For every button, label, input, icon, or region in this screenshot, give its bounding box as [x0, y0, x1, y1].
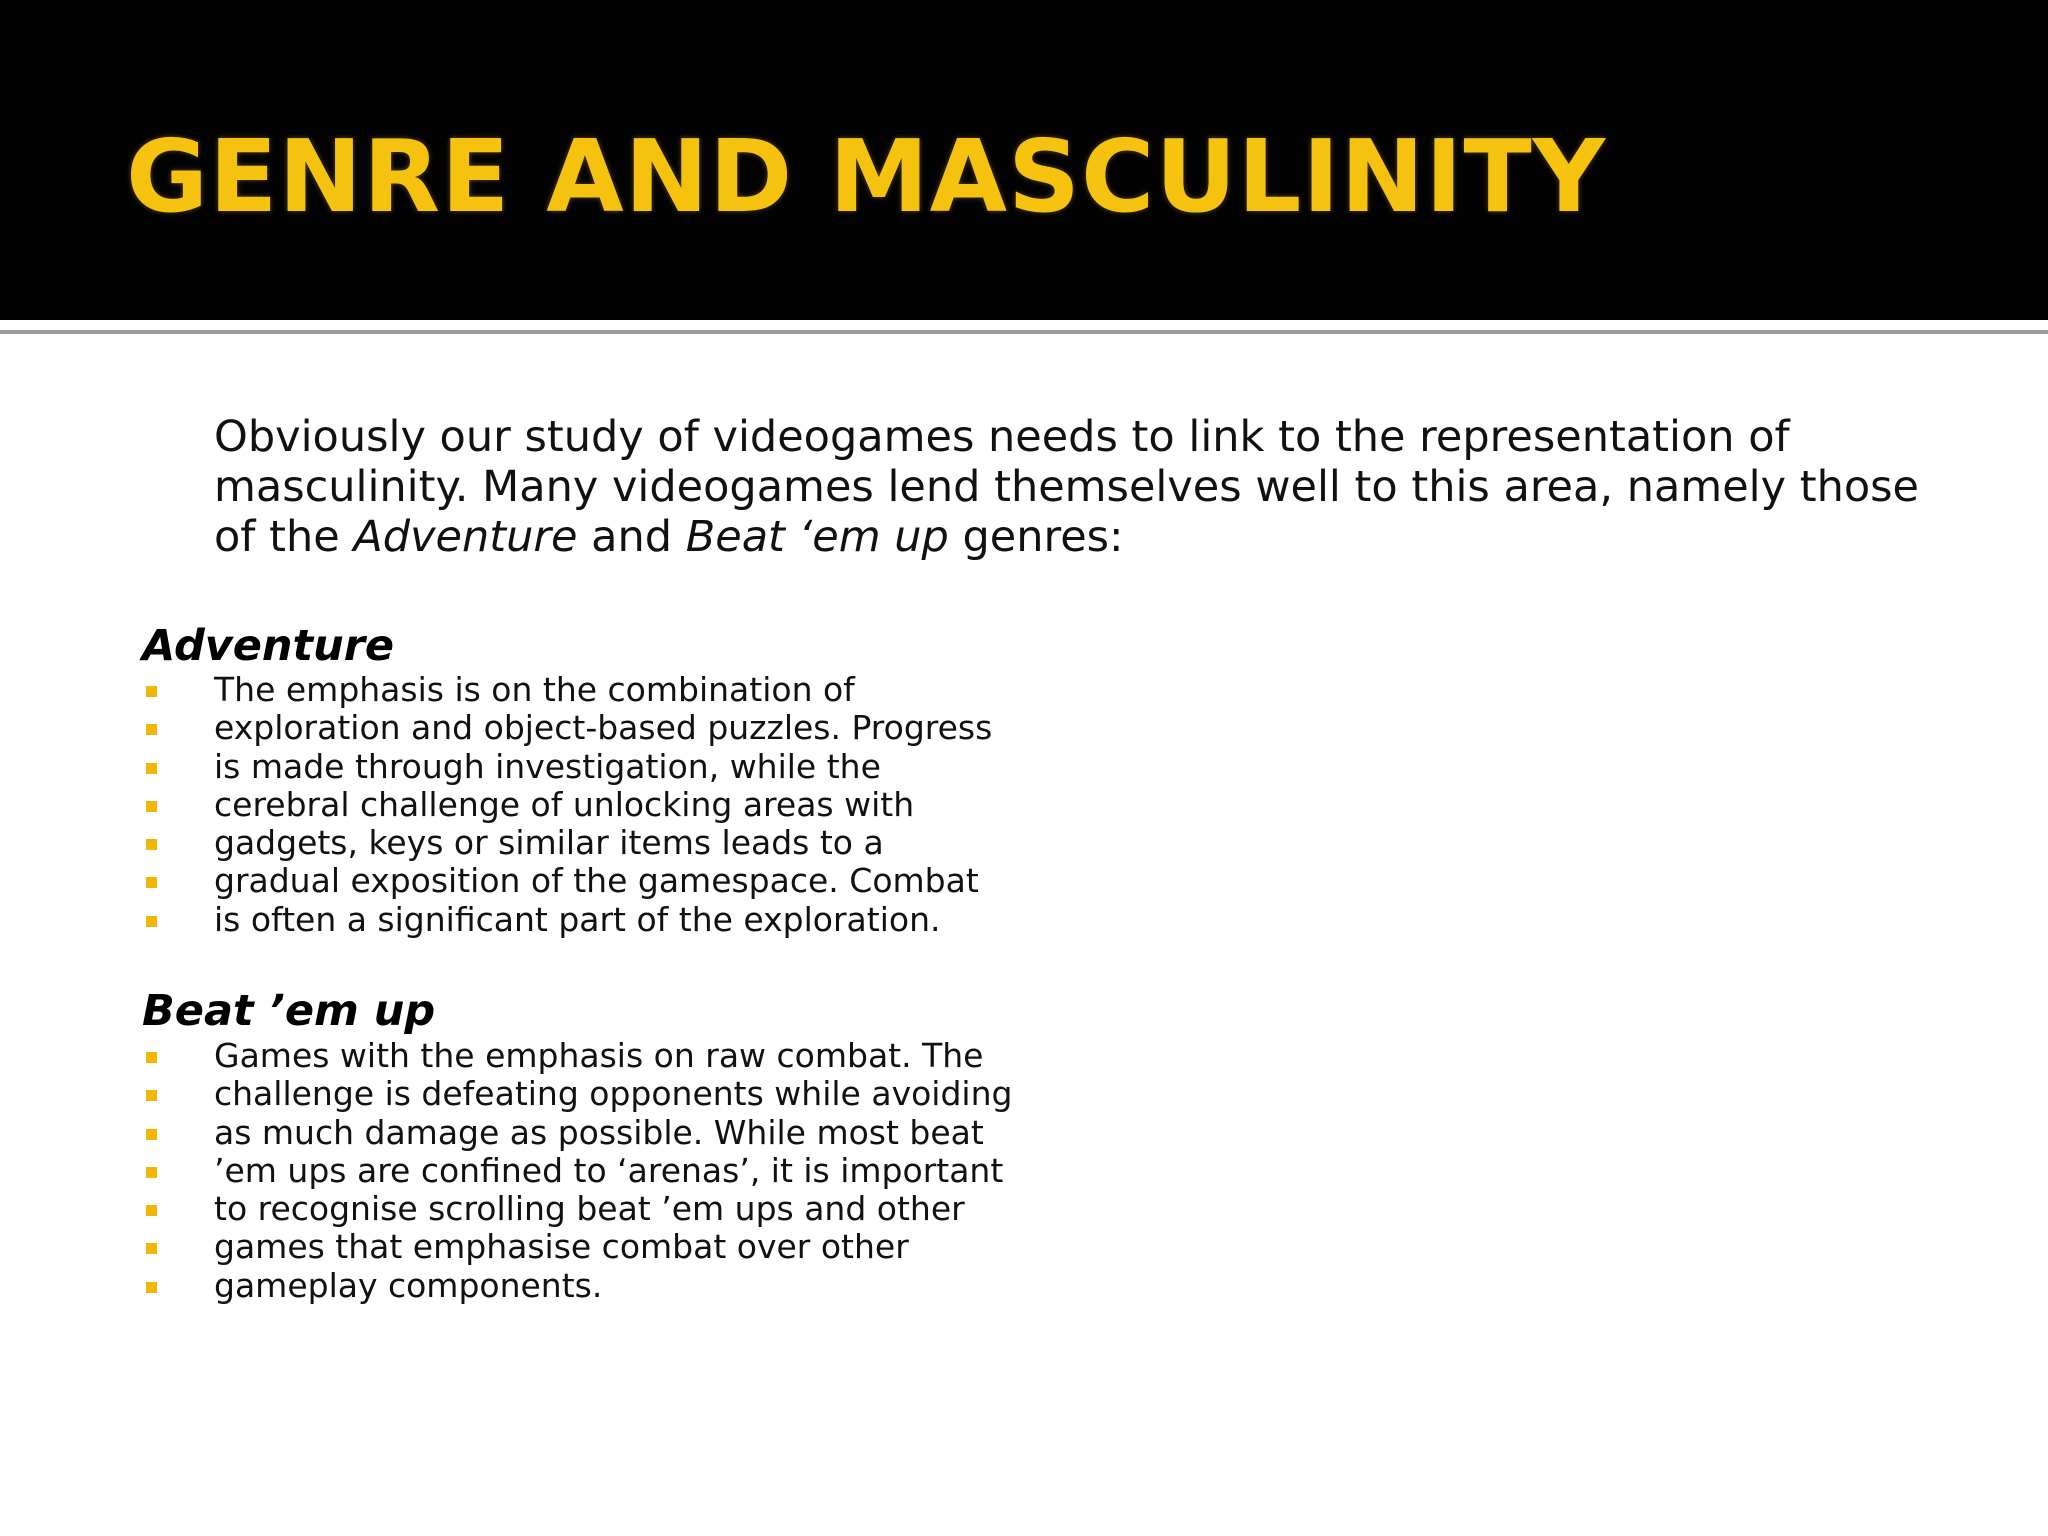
bullet-item [142, 1190, 1012, 1228]
adventure-heading: Adventure [142, 621, 395, 671]
square-bullet-icon [146, 839, 157, 850]
slide-title: GENRE AND MASCULINITY [126, 118, 1607, 235]
bullet-item [142, 824, 992, 862]
bullet-item [142, 709, 992, 747]
bullet-item [142, 786, 992, 824]
bullet-item [142, 901, 992, 939]
bullet-item [142, 1114, 1012, 1152]
bullet-item [142, 1228, 1012, 1266]
intro-text-1: Obviously our study of videogames needs to link to the representation of masculinity. Many videogames lend themselves well to this area, namely those of the [214, 412, 1919, 562]
header-rule-gap [0, 320, 2048, 330]
adventure-bullet-list [142, 671, 992, 939]
square-bullet-icon [146, 1205, 157, 1216]
square-bullet-icon [146, 1167, 157, 1178]
bullet-text: gadgets, keys or similar items leads to a [214, 823, 884, 863]
beat-em-up-bullet-list [142, 1037, 1012, 1305]
bullet-item [142, 1152, 1012, 1190]
bullet-text: cerebral challenge of unlocking areas with [214, 784, 915, 824]
bullet-item [142, 671, 992, 709]
bullet-text: is often a significant part of the exploration. [214, 899, 941, 939]
square-bullet-icon [146, 801, 157, 812]
bullet-text: gradual exposition of the gamespace. Combat [214, 861, 979, 901]
square-bullet-icon [146, 1129, 157, 1140]
intro-genre-adventure: Adventure [353, 512, 578, 562]
bullet-item [142, 748, 992, 786]
square-bullet-icon [146, 1052, 157, 1063]
square-bullet-icon [146, 877, 157, 888]
bullet-text: ’em ups are confined to ‘arenas’, it is important [214, 1150, 1004, 1190]
bullet-text: games that emphasise combat over other [214, 1227, 909, 1267]
square-bullet-icon [146, 763, 157, 774]
bullet-text: challenge is defeating opponents while avoiding [214, 1074, 1013, 1114]
square-bullet-icon [146, 1282, 157, 1293]
bullet-item [142, 1037, 1012, 1075]
square-bullet-icon [146, 916, 157, 927]
intro-genre-beat-em-up: Beat ‘em up [685, 512, 949, 562]
bullet-text: as much damage as possible. While most beat [214, 1112, 984, 1152]
square-bullet-icon [146, 724, 157, 735]
square-bullet-icon [146, 1243, 157, 1254]
title-bar [0, 0, 2048, 320]
bullet-text: Games with the emphasis on raw combat. The [214, 1036, 984, 1075]
bullet-text: gameplay components. [214, 1265, 603, 1305]
bullet-text: to recognise scrolling beat ’em ups and other [214, 1189, 965, 1229]
bullet-item [142, 862, 992, 900]
intro-text-3: genres: [948, 512, 1124, 562]
beat-em-up-heading: Beat ’em up [142, 986, 436, 1036]
header-divider [0, 330, 2048, 334]
intro-paragraph [214, 412, 1974, 562]
bullet-text: The emphasis is on the combination of [214, 670, 855, 709]
bullet-item [142, 1075, 1012, 1113]
square-bullet-icon [146, 686, 157, 697]
intro-text-2: and [577, 512, 686, 562]
bullet-item [142, 1267, 1012, 1305]
bullet-text: exploration and object-based puzzles. Progress [214, 708, 993, 748]
square-bullet-icon [146, 1090, 157, 1101]
bullet-text: is made through investigation, while the [214, 746, 881, 786]
